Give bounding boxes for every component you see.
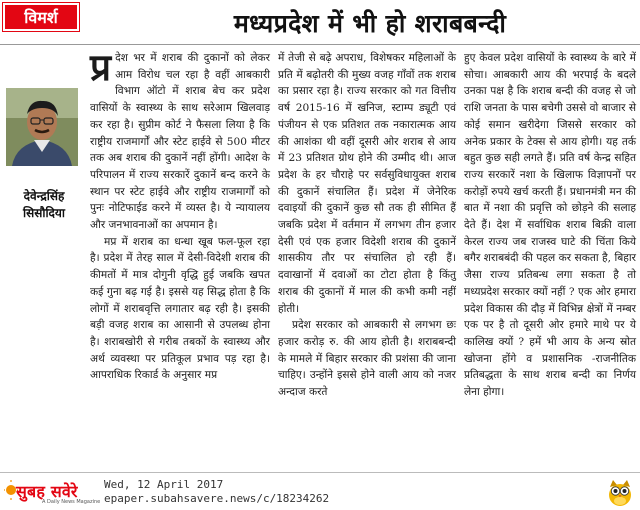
article-paragraph: प्रदेश सरकार को आबकारी से लगभग छः हजार करोड़ रु. की आय होती है। शराबबन्दी के मामले में बिहार सरकार की प्रशंसा की जाना चाहिए। उन्होंने इससे होने वाली आय को नजर अन्दाज करते bbox=[278, 319, 456, 399]
footer-divider bbox=[0, 472, 640, 473]
edition-meta bbox=[104, 478, 329, 506]
section-tag: विमर्श bbox=[3, 3, 79, 31]
drop-cap: प्र bbox=[90, 46, 112, 89]
brand-logo[interactable]: सुबह सवेरे bbox=[16, 482, 78, 501]
brand-tagline: A Daily News Magazine bbox=[42, 499, 101, 505]
article-paragraph: हुए केवल प्रदेश वासियों के स्वास्थ्य के बारे में सोचा। आबकारी आय की भरपाई के बदले उनका पक्ष है कि शराब बन्दी की वजह से जो राशि जनता के पास बचेगी उससे वो बाजार से कोई समान खरीदेगा जिससे सरकार को अनेक प्रकार के टेक्स से आय होगी। यह तर्क बहुत कुछ सही लगते हैं। प्रति वर्ष केन्द्र सहित राज्य सरकारें नशा के खिलाफ विज्ञापनों पर करोड़ों रुपये खर्च करती हैं। प्रधानमंत्री मन की बात में नशा की प्रवृत्ति को छोड़ने की सलाह देते हैं। देश में सर्वाधिक शराब बिक्री वाला केरल राज्य जब राजस्व घाटे की चिंता किये बगैर शराबबंदी की पहल कर सकता है, बिहार जैसा राज्य प्रतिबन्ध लगा सकता है तो मध्यप्रदेश सरकार क्यों नहीं ? एक ओर हमारा प्रदेश विकास की दौड़ में विभिन्न क्षेत्रों में नम्बर एक पर है तो दूसरी ओर हमारे माथे पर ये कालिख क्यों ? हमें भी आय के अन्य स्रोत खोजना होंगे व प्रशासनिक -राजनीतिक प्रतिबद्धता के साथ शराब बन्दी का निर्णय लेना होगा। bbox=[464, 52, 636, 399]
article-paragraph bbox=[90, 46, 270, 234]
author-portrait-icon bbox=[6, 88, 78, 166]
headline: मध्यप्रदेश में भी हो शराबबन्दी bbox=[233, 9, 507, 38]
owl-mascot-icon bbox=[606, 477, 634, 507]
article-column-2 bbox=[278, 50, 456, 401]
article-column-3 bbox=[464, 50, 636, 401]
author-photo bbox=[6, 88, 78, 166]
article-text: देश भर में शराब की दुकानों को लेकर आम विरोध चल रहा है वहीं आबकारी विभाग ऑटो में शराब बेच कर प्रदेश वासियों के स्वास्थ्य के साथ सरेआम खिलवाड़ कर रहा है। सुप्रीम कोर्ट ने फैसला लिया है कि राष्ट्रीय राजमार्गों और स्टेट हाईवे से 500 मीटर तक अब शराब की दुकानें नहीं होंगी। आदेश के परिपालन में राज्य सरकारें दुकानें बन्द करने के स्थान पर स्टेट हाईवे और राष्ट्रीय राजमार्गों को पुनः नोटिफाईड करने में व्यस्त है। ये न्यायालय और जनभावनाओं का अपमान है। bbox=[90, 52, 270, 232]
article-paragraph: मप्र में शराब का धन्धा खूब फल-फूल रहा है। प्रदेश में तेरह साल में देसी-विदेशी शराब की कीमतों में मात्र दोगुनी वृद्धि हुई जबकि खपत कई गुना बढ़ गई है। इससे यह सिद्ध होता है कि लोगों में शराबवृत्ति लगातार बढ़ रही है। इसकी बड़ी वजह शराब का आसानी से उपलब्ध होना है। शराबखोरी से गरीब तबकों के स्वास्थ्य और अर्थ व्यवस्था पर प्रतिकूल प्रभाव पड़ रहा है। आपराधिक रिकार्ड के अनुसार मप्र bbox=[90, 235, 270, 382]
author-byline bbox=[6, 188, 82, 222]
author-first-name: देवेन्द्रसिंह bbox=[23, 189, 65, 203]
edition-date: Wed, 12 April 2017 bbox=[104, 478, 224, 491]
edition-url[interactable]: epaper.subahsavere.news/c/18234262 bbox=[104, 492, 330, 505]
author-last-name: सिसौदिया bbox=[23, 206, 65, 220]
article-column-1 bbox=[90, 46, 270, 384]
article-paragraph: में तेजी से बढ़े अपराध, विशेषकर महिलाओं के प्रति में बढ़ोतरी की मुख्य वजह गाँवों तक शराब का प्रसार रहा है। राज्य सरकार को गत वित्तीय वर्ष 2015-16 में खनिज, स्टाम्प ड्यूटी एवं पंजीयन से एक प्रतिशत तक नकारात्मक आय की आशंका थी वहीं दूसरी ओर शराब से आय में 23 प्रतिशत ग्रोथ होने की उम्मीद थी। आज प्रदेश के हर चौराहे पर सर्वसुविधायुक्त शराब की दुकानें संचालित हैं। प्रदेश में जेनेरिक दवाइयों की दुकानें कुछ सौ तक ही सीमित हैं जबकि प्रदेश में वर्तमान में लगभग तीन हजार देसी एवं एक हजार विदेशी शराब की दुकानें शासकीय तौर पर संचालित हो रही हैं। दवाखानों में दवाओं का टोटा होता है किंतु शराब की दुकानों में माल की कभी कमी नहीं होती। bbox=[278, 52, 456, 315]
header-divider bbox=[0, 44, 640, 45]
